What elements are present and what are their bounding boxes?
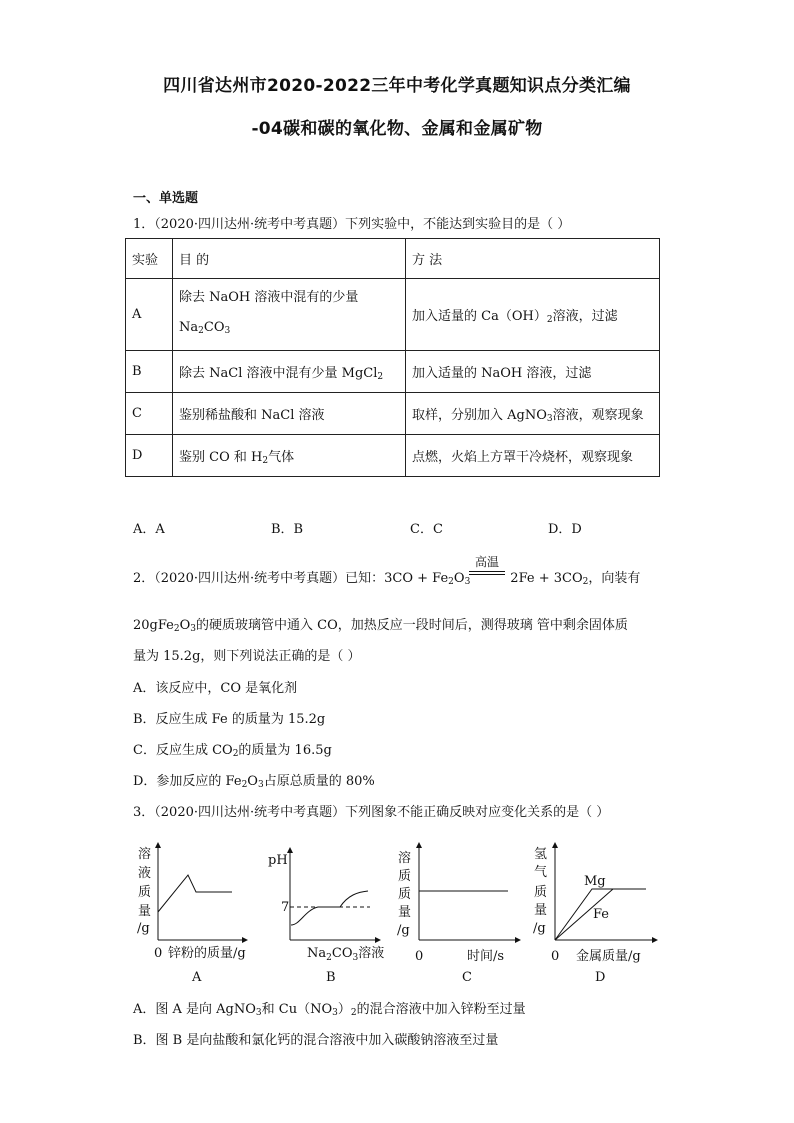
row-id: B [126,351,173,393]
row-purpose: 除去 NaCl 溶液中混有少量 MgCl$_2$ [173,351,406,393]
q2-line3: 量为 15.2g，则下列说法正确的是（ ） [133,649,361,664]
graph-a-caption: A [192,970,202,985]
row-method: 加入适量的 $Ca(OH)_2$溶液，过滤 [406,279,660,351]
graph-d-ylabel: /g [533,921,546,936]
row-method: 取样，分别加入 AgNO$_3$溶液，观察现象 [406,393,660,435]
graph-a-ylabel: 液 [138,866,152,881]
q2-line2: $20gFe_2O_3$的硬质玻璃管中通入 CO，加热反应一段时间后，测得玻璃 管中剩余固体质 [133,618,628,634]
q1-table [125,238,660,477]
table-row [126,351,660,393]
row-id: A [126,279,173,351]
table-row [126,279,660,351]
q2-option-b[interactable]: B．反应生成 Fe 的质量为 15.2g [133,712,326,727]
graph-a [137,845,246,985]
q3-option-a[interactable]: A．图 A 是向 AgNO$_3$和 $Cu(NO_3)_2$的混合溶液中加入锌粉至过量 [133,1002,526,1018]
q3-graphs [0,830,794,990]
graph-d-caption: D [595,970,606,985]
row-method: 加入适量的 NaOH 溶液，过滤 [406,351,660,393]
row-purpose: 除去 NaOH 溶液中混有的少量 $Na_2CO_3$ [173,279,406,351]
doc-title-line2: -04碳和碳的氧化物、金属和金属矿物 [251,119,543,139]
graph-c-ylabel: 质 [398,869,412,884]
graph-c-ylabel: 质 [398,887,412,902]
graph-d-ylabel: 质 [534,885,548,900]
row-id: C [126,393,173,435]
doc-title-line1: 四川省达州市2020-2022三年中考化学真题知识点分类汇编 [163,76,631,96]
q1-option-b[interactable]: B．B [271,522,304,537]
graph-b [268,850,384,985]
q2-option-a[interactable]: A．该反应中，CO 是氧化剂 [133,681,298,696]
graph-c-ylabel: /g [397,923,410,938]
q1-option-d[interactable]: D．D [548,522,582,537]
graph-c-xlabel: 时间/s [467,949,505,964]
header-cell: 目 的 [173,239,406,279]
row-purpose: 鉴别 CO 和 $H_2$气体 [173,435,406,477]
q2-stem: 2．（2020·四川达州·统考中考真题）已知：$3CO + Fe_2O_3$ $2Fe + 3CO_2$，向装有 [133,571,641,587]
graph-a-origin: 0 [154,946,163,961]
graph-b-caption: B [326,970,336,985]
table-row [126,393,660,435]
graph-d-origin: 0 [551,949,560,964]
graph-d-ylabel: 量 [534,903,548,918]
graph-b-ylabel: pH [268,853,288,868]
q1-option-c[interactable]: C．C [410,522,443,537]
header-cell: 方 法 [406,239,660,279]
graph-b-tick: 7 [281,900,290,915]
graph-a-ylabel: /g [137,921,150,936]
graph-d-xlabel: 金属质量/g [576,949,641,964]
table-row [126,435,660,477]
q3-option-b[interactable]: B．图 B 是向盐酸和氯化钙的混合溶液中加入碳酸钠溶液至过量 [133,1033,499,1048]
graph-d [533,845,655,985]
row-purpose: 鉴别稀盐酸和 NaCl 溶液 [173,393,406,435]
q1-stem: 1．（2020·四川达州·统考中考真题）下列实验中，不能达到实验目的是（ ） [133,217,571,232]
graph-b-xlabel: $Na_2CO_3$溶液 [307,946,385,963]
graph-c-ylabel: 溶 [398,851,412,866]
section-heading: 一、单选题 [133,191,199,206]
header-cell: 实验 [126,239,173,279]
graph-a-ylabel: 质 [138,885,152,900]
q1-option-a[interactable]: A．A [133,522,165,537]
q3-stem: 3．（2020·四川达州·统考中考真题）下列图象不能正确反映对应变化关系的是（ ） [133,805,610,820]
graph-c-origin: 0 [415,949,424,964]
graph-d-ylabel: 氢 [534,847,548,862]
graph-d-series-mg: Mg [584,874,606,889]
reaction-condition: 高温 [469,553,505,575]
graph-c-ylabel: 量 [398,905,412,920]
graph-a-ylabel: 量 [138,904,152,919]
graph-d-series-fe: Fe [593,907,610,922]
row-method: 点燃，火焰上方罩干冷烧杯，观察现象 [406,435,660,477]
q2-option-c[interactable]: C．反应生成 $CO_2$的质量为 16.5g [133,743,332,759]
table-header-row [126,239,660,279]
q2-option-d[interactable]: D．参加反应的 $Fe_2O_3$占原总质量的 80% [133,774,375,790]
graph-a-ylabel: 溶 [138,847,152,862]
graph-c [397,845,518,985]
graph-d-ylabel: 气 [534,865,548,880]
graph-a-xlabel: 锌粉的质量/g [168,946,246,961]
row-id: D [126,435,173,477]
graph-c-caption: C [462,970,472,985]
